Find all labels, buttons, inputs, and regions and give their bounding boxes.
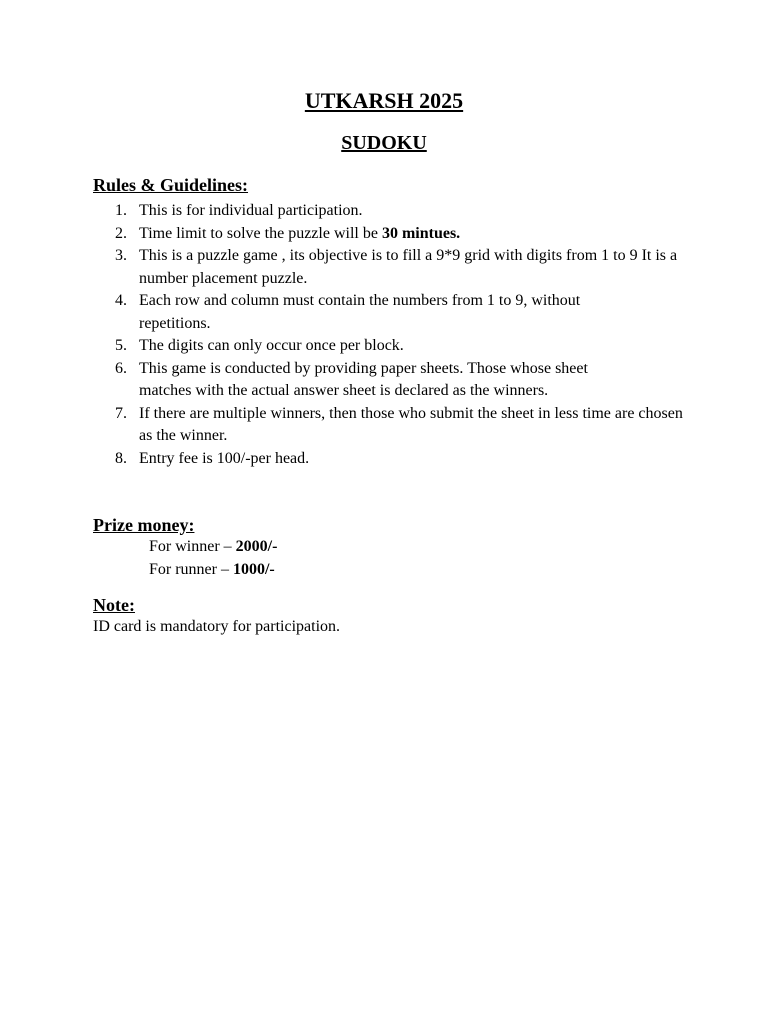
document-title: UTKARSH 2025 bbox=[304, 88, 464, 113]
list-text: Each row and column must contain the numbers from 1 to 9, without repetitions. bbox=[139, 292, 581, 332]
list-number: 3. bbox=[115, 247, 127, 264]
document-subtitle: SUDOKU bbox=[341, 132, 427, 154]
note-text: ID card is mandatory for participation. bbox=[93, 618, 341, 635]
list-number: 2. bbox=[115, 224, 127, 242]
prize-amount: 2000/- bbox=[235, 538, 278, 555]
list-item bbox=[93, 245, 693, 290]
prize-winner bbox=[149, 538, 277, 556]
rules-list bbox=[93, 200, 693, 470]
prize-label: For winner – bbox=[149, 538, 236, 555]
list-number: 5. bbox=[115, 337, 127, 354]
list-text: Entry fee is 100/-per head. bbox=[139, 449, 310, 467]
list-text: If there are multiple winners, then those who submit the sheet in less time are chosen as the winner. bbox=[139, 404, 683, 444]
list-number: 6. bbox=[115, 359, 127, 377]
list-number: 4. bbox=[115, 292, 127, 309]
list-item bbox=[93, 335, 693, 358]
rules-heading: Rules & Guidelines: bbox=[93, 175, 249, 195]
list-item bbox=[93, 290, 599, 335]
list-item bbox=[93, 200, 693, 223]
list-text: This is a puzzle game , its objective is to fill a 9*9 grid with digits from 1 to 9 It is a number placement puzzle. bbox=[139, 247, 678, 287]
list-item bbox=[93, 358, 639, 403]
prize-heading: Prize money: bbox=[93, 515, 195, 535]
prize-label: For runner – bbox=[149, 561, 233, 578]
list-text: This is for individual participation. bbox=[139, 202, 363, 219]
list-number: 7. bbox=[115, 404, 127, 422]
prize-runner bbox=[149, 561, 275, 579]
time-limit-bold: 30 mintues. bbox=[381, 224, 461, 242]
prize-amount: 1000/- bbox=[232, 561, 275, 578]
list-item bbox=[93, 448, 693, 471]
list-text: This game is conducted by providing paper sheets. Those whose sheet matches with the actual answer sheet is declared as the winners. bbox=[139, 359, 588, 399]
list-item bbox=[93, 403, 699, 448]
list-item bbox=[93, 223, 693, 246]
list-number: 1. bbox=[115, 202, 127, 219]
list-number: 8. bbox=[115, 449, 127, 467]
list-text: The digits can only occur once per block. bbox=[139, 337, 404, 354]
note-heading: Note: bbox=[93, 595, 135, 615]
list-text: Time limit to solve the puzzle will be bbox=[139, 224, 382, 242]
